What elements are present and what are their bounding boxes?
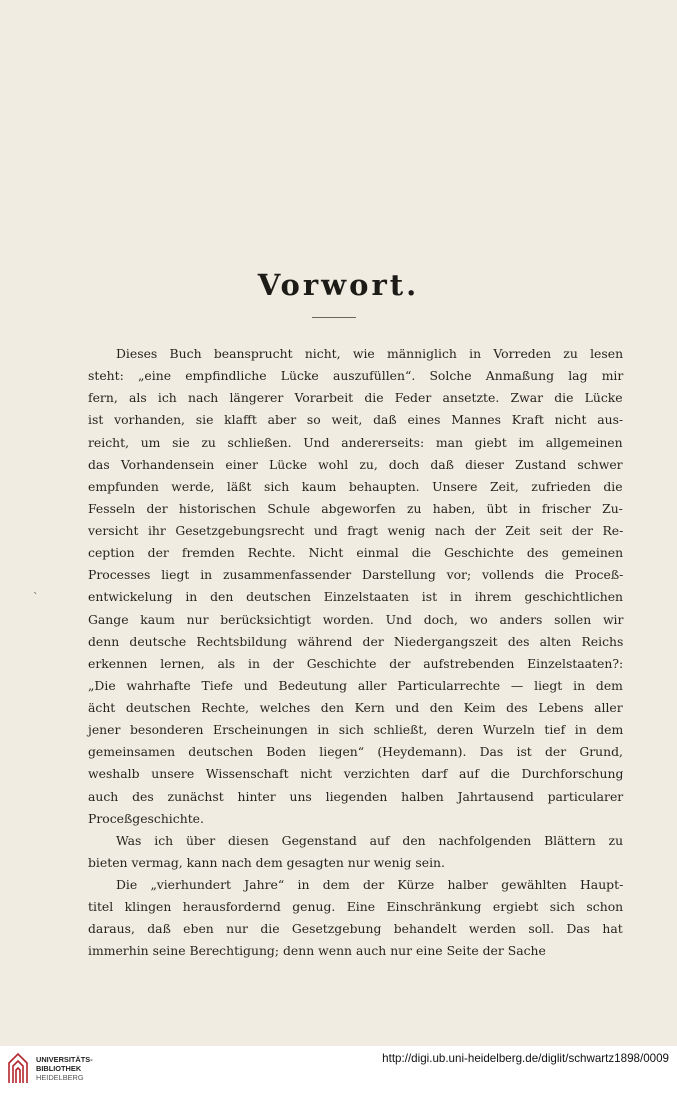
paragraph [88, 830, 623, 874]
text-line: gemeinsamen deutschen Boden liegen“ (Heydemann). Das ist der Grund, [88, 744, 623, 760]
text-line: Gange kaum nur berücksichtigt worden. Und doch, wo anders sollen wir [88, 611, 624, 627]
text-line: empfunden werde, läßt sich kaum behaupten. Unsere Zeit, zufrieden die [88, 478, 623, 494]
text-line: erkennen lernen, als in der Geschichte der aufstrebenden Einzelstaaten?: [88, 655, 624, 671]
text-line: Processes liegt in zusammenfassender Darstellung vor; vollends die Proceß- [88, 567, 624, 583]
text-line: „Die wahrhafte Tiefe und Bedeutung aller Particularrechte — liegt in dem [88, 677, 623, 693]
library-name-line1: UNIVERSITÄTS- [36, 1055, 93, 1064]
text-line: daraus, daß eben nur die Gesetzgebung behandelt werden soll. Das hat [88, 921, 623, 937]
text-line: titel klingen herausfordernd genug. Eine Einschränkung ergiebt sich schon [88, 899, 624, 915]
margin-mark: ` [33, 591, 39, 604]
text-line: steht: „eine empfindliche Lücke auszufüllen“. Solche Anmaßung lag mir [88, 368, 624, 384]
text-line: auch des zunächst hinter uns liegenden halben Jahrtausend particularer [88, 788, 624, 804]
text-line: bieten vermag, kann nach dem gesagten nur wenig sein. [88, 854, 445, 870]
text-line: immerhin seine Berechtigung; denn wenn auch nur eine Seite der Sache [88, 943, 546, 959]
permalink-url[interactable]: http://digi.ub.uni-heidelberg.de/diglit/schwartz1898/0009 [382, 1052, 669, 1065]
text-line: das Vorhandensein einer Lücke wohl zu, doch daß dieser Zustand schwer [88, 456, 623, 472]
paragraph [88, 874, 623, 963]
text-line: Dieses Buch beansprucht nicht, wie männiglich in Vorreden zu lesen [116, 346, 624, 361]
text-line: versicht ihr Gesetzgebungsrecht und fragt wenig nach der Zeit seit der Re- [88, 523, 624, 538]
text-line: ception der fremden Rechte. Nicht einmal die Geschichte des gemeinen [88, 545, 624, 561]
university-library-logo-icon [7, 1051, 29, 1085]
page-title: Vorwort. [257, 268, 420, 302]
text-line: jener besonderen Erscheinungen in sich schließt, deren Wurzeln tief in dem [88, 722, 624, 738]
text-line: fern, als ich nach längerer Vorarbeit die Feder ansetzte. Zwar die Lücke [88, 390, 623, 406]
text-line: reicht, um sie zu schließen. Und andererseits: man giebt im allgemeinen [88, 434, 623, 450]
library-name [36, 1055, 93, 1082]
text-line: Fesseln der historischen Schule abgeworfen zu haben, übt in frischer Zu- [88, 500, 623, 516]
text-line: denn deutsche Rechtsbildung während der Niedergangszeit des alten Reichs [88, 633, 624, 649]
title-divider [312, 317, 356, 318]
paragraph [88, 343, 623, 830]
text-line: entwickelung in den deutschen Einzelstaaten ist in ihrem geschichtlichen [88, 589, 624, 605]
body-text [88, 343, 623, 963]
text-line: Die „vierhundert Jahre“ in dem der Kürze halber gewählten Haupt- [116, 877, 624, 892]
library-name-line3: HEIDELBERG [36, 1073, 84, 1082]
text-line: ist vorhanden, sie klafft aber so weit, daß eines Mannes Kraft nicht aus- [88, 412, 624, 428]
text-line: Was ich über diesen Gegenstand auf den nachfolgenden Blättern zu [116, 832, 624, 848]
text-line: Proceßgeschichte. [88, 810, 204, 826]
text-line: ächt deutschen Rechte, welches den Kern und den Keim des Lebens aller [88, 700, 623, 715]
library-name-line2: BIBLIOTHEK [36, 1064, 82, 1073]
text-line: weshalb unsere Wissenschaft nicht verzichten darf auf die Durchforschung [88, 766, 624, 782]
